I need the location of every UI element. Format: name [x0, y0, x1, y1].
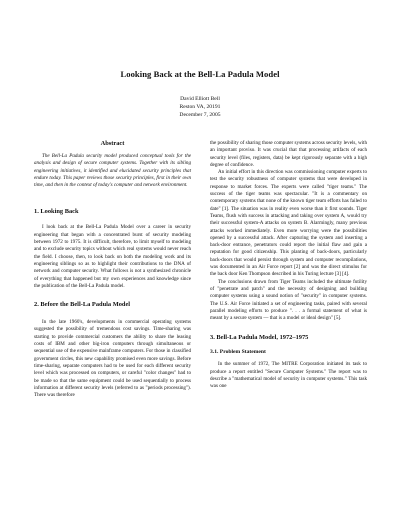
section-1-paragraph: I look back at the Bell-La Padula Model over a career in security engineering that began with a concentrated burst of security modeling between 1972 to 1975. It is difficult, therefore, to limit myself to modeling and to exclude security topics without which real systems would never reach the field. I choose, then, to look back on both the modeling work and its engineering siblings so as to highlight their contributions to the DNA of network and computer security. What follows is not a synthesized chronicle of everything that happened but my own experiences and knowledge since the publication of the Bell-La Padula model.: [34, 224, 191, 289]
section-3-heading: 3. Bell-La Padula Model, 1972–1975: [210, 334, 309, 342]
conclusions-paragraph: The conclusions drawn from Tiger Teams included the ultimate futility of "penetrate and patch" and the necessity of designing and building computer systems using a sound notion of "security" in computer systems. The U.S. Air Force initiated a set of engineering tasks, paired with several parallel modeling efforts to produce ". . . a formal statement of what is meant by a secure system — that is a model or ideal design" [5].: [210, 278, 367, 322]
continued-paragraph: the possibility of sharing those computer systems across security levels, with an important proviso. It was crucial that that processing artifacts of each security level (files, registers, data) be kept rigorously separate with a high degree of confidence.: [210, 140, 367, 168]
section-3-paragraph: In the summer of 1972, The MITRE Corporation initiated its task to produce a report entitled "Secure Computer Systems." The report was to describe a "mathematical model of security in computer systems." This task was one: [210, 361, 367, 390]
subsection-3-1-heading: 3.1. Problem Statement: [210, 349, 266, 356]
left-column: [34, 140, 191, 399]
paper-date: December 7, 2005: [179, 112, 221, 118]
section-1-heading: 1. Looking Back: [34, 208, 79, 216]
section-2-heading: 2. Before the Bell-La Padula Model: [34, 301, 131, 309]
right-column: [210, 140, 367, 391]
abstract-text: The Bell-La Padula security model produced conceptual tools for the analysis and design of secure computer systems. Together with its sibling engineering initiatives, it identified and elucidated security principles that endure today. This paper reviews those security principles, first in their own time, and then in the context of today's computer and network environment.: [34, 153, 191, 189]
author-location: Reston VA, 20191: [179, 104, 221, 110]
paper-title: Looking Back at the Bell-La Padula Model: [120, 69, 280, 79]
author-name: David Elliott Bell: [180, 96, 220, 102]
section-2-paragraph: In the late 1960's, developments in commercial operating systems suggested the possibility of tremendous cost savings. Time-sharing was starting to provide commercial customers the ability to share the leasing costs of IBM and other big-iron computers through simultaneous or sequential use of the expensive mainframe computers. For those in classified government circles, this new capability promised even more savings. Before time-sharing, separate computers had to be used for each different security level which was processed on computers, or careful "color changes" had to be made so that the same equipment could be used sequentially to process information at different security levels (referred to as "periods processing"). There was therefore: [34, 319, 191, 399]
abstract-heading: Abstract: [100, 140, 125, 147]
tiger-team-paragraph: An initial effort in this direction was commissioning computer experts to test the security robustness of computer systems that were developed in response to market forces. The experts were called "tiger teams." The success of the tiger teams was spectacular. "It is a commentary on contemporary systems that none of the known tiger team efforts has failed to date" [1]. The situation was in reality even worse than it first sounds. Tiger Teams, flush with success in attacking and taking over system A, would try their successful system-A attacks on system B. Alarmingly, many previous attacks worked immediately. Even more worrying were the possibilities opened by a successful attack. After capturing the system and inserting a back-door entrance, penetrators could report the initial flaw and gain a reputation for good citizenship. This planting of back-doors, particularly back-doors that would persist through system and computer recompilations, was documented in an Air Force report [2] and was the direct stimulus for the back door Ken Thompson described in his Turing lecture [3] [4].: [210, 169, 367, 278]
